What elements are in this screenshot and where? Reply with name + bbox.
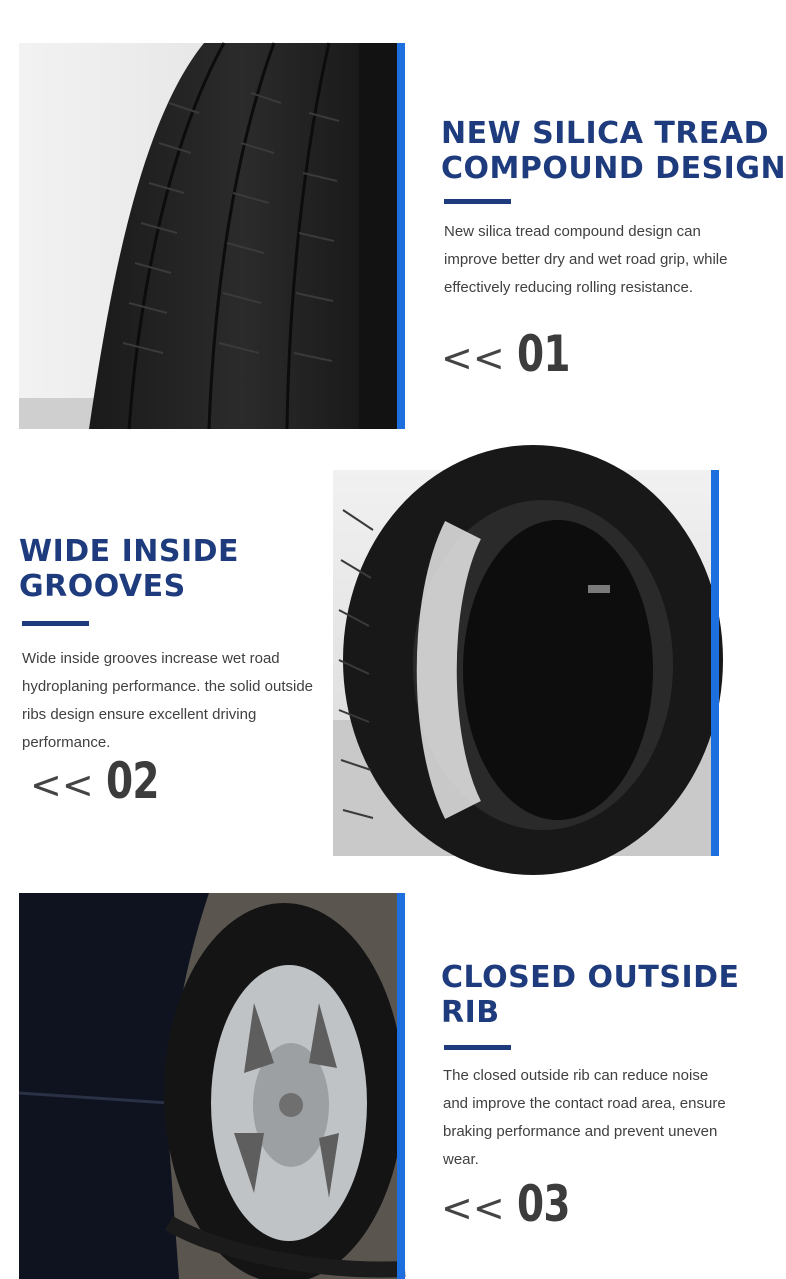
tire-tread-closeup-photo <box>19 43 405 429</box>
accent-strip <box>711 470 719 856</box>
title-underline <box>444 199 511 204</box>
accent-strip <box>397 43 405 429</box>
title-underline <box>22 621 89 626</box>
double-left-arrow-icon: << <box>30 763 94 807</box>
feature-section-2 <box>0 470 750 856</box>
feature-number: 02 <box>105 752 159 810</box>
feature-section-3 <box>0 893 750 1279</box>
car-wheel-mounted-photo <box>19 893 405 1279</box>
feature-section-1 <box>0 43 786 429</box>
feature-number: 03 <box>516 1175 570 1233</box>
feature-number-marker <box>441 325 584 383</box>
feature-description: Wide inside grooves increase wet road hydroplaning performance. the solid outside ribs design ensure excellent driving performance. <box>22 650 314 751</box>
title-underline <box>444 1045 511 1050</box>
feature-title <box>441 116 786 186</box>
double-left-arrow-icon: << <box>441 1186 505 1230</box>
feature-title <box>441 960 740 1030</box>
feature-number: 01 <box>516 325 570 383</box>
feature-title-line-1: CLOSED OUTSIDE <box>441 960 740 995</box>
feature-description: The closed outside rib can reduce noise and improve the contact road area, ensure braking performance and prevent uneven wear. <box>443 1067 726 1168</box>
double-left-arrow-icon: << <box>441 336 505 380</box>
feature-number-marker <box>30 752 173 810</box>
feature-title-line-2: RIB <box>441 995 500 1030</box>
feature-title-line-1: NEW SILICA TREAD <box>441 116 770 151</box>
feature-number-marker <box>441 1175 584 1233</box>
tire-inside-view-photo <box>333 470 719 856</box>
feature-title-line-2: GROOVES <box>19 569 186 604</box>
feature-title-line-2: COMPOUND DESIGN <box>441 151 786 186</box>
feature-title <box>19 534 239 604</box>
accent-strip <box>397 893 405 1279</box>
feature-title-line-1: WIDE INSIDE <box>19 534 240 569</box>
feature-description: New silica tread compound design can improve better dry and wet road grip, while effectively reducing rolling resistance. <box>444 223 728 296</box>
